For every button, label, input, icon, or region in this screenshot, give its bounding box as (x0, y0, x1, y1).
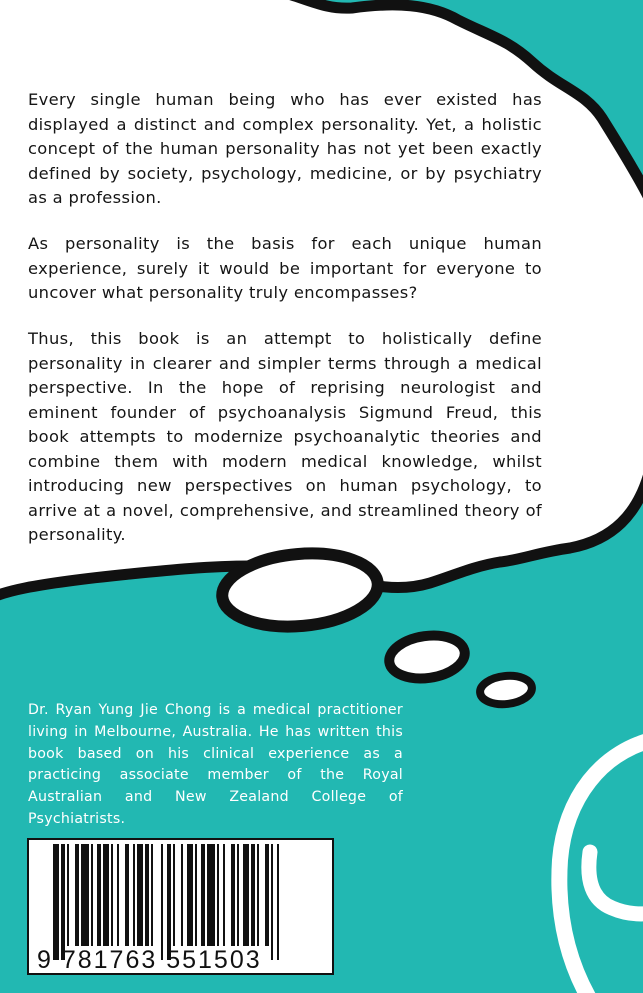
barcode-bar (195, 844, 197, 946)
barcode-bar (251, 844, 255, 946)
barcode-bar (91, 844, 93, 946)
barcode-bar (137, 844, 143, 946)
barcode-bar (257, 844, 259, 946)
barcode-bar (81, 844, 89, 946)
barcode-bar (207, 844, 215, 946)
blurb-paragraph-1: Every single human being who has ever existed has displayed a distinct and complex personality. Yet, a holistic concept of the human personality has not yet been exactly defined by society, psychology, medicine, or by psychiatry as a profession. (28, 90, 542, 207)
barcode-bar (277, 844, 279, 960)
barcode-bar (111, 844, 113, 946)
barcode-bar (173, 844, 175, 946)
barcode-bar (187, 844, 193, 946)
barcode-bar (133, 844, 135, 946)
blurb-paragraph-3: Thus, this book is an attempt to holistically define personality in clearer and simpler terms through a medical perspective. In the hope of reprising neurologist and eminent founder of psychoanalysis Sigmund Freud, this book attempts to modernize psychoanalytic theories and combine them with modern medical knowledge, whilst introducing new perspectives on human psychology, to arrive at a novel, comprehensive, and streamlined theory of personality. (28, 329, 542, 544)
barcode-bar (161, 844, 163, 960)
author-bio: Dr. Ryan Yung Jie Chong is a medical practitioner living in Melbourne, Australia. He has written this book based on his clinical experience as a practicing associate member of the Royal Australian and New Zealand College of Psychiatrists. (28, 702, 403, 827)
barcode-bar (125, 844, 129, 946)
barcode-bar (217, 844, 219, 946)
barcode-bar (181, 844, 183, 946)
barcode-bar (151, 844, 153, 946)
barcode-bar (237, 844, 239, 946)
barcode-bar (231, 844, 235, 946)
barcode-bar (61, 844, 65, 960)
barcode-bar (97, 844, 101, 946)
barcode-bar (201, 844, 205, 946)
barcode-bar (53, 844, 59, 960)
decorative-ring-outer (559, 738, 643, 993)
decorative-ring-inner (589, 852, 643, 914)
barcode-bar (243, 844, 249, 946)
thought-bubble-small (386, 631, 467, 683)
barcode-bar (271, 844, 273, 960)
barcode-bar (167, 844, 171, 960)
isbn-barcode (27, 838, 334, 975)
barcode-bar (223, 844, 225, 946)
thought-bubble-tiny (479, 673, 534, 706)
blurb-paragraph-2: As personality is the basis for each unique human experience, surely it would be important for everyone to uncover what personality truly encompasses? (28, 234, 542, 302)
barcode-bar (75, 844, 79, 946)
barcode-bar (117, 844, 119, 946)
barcode-bar (103, 844, 109, 946)
barcode-bar (265, 844, 269, 946)
isbn-number: 9 781763 551503 (37, 946, 262, 974)
barcode-bar (67, 844, 69, 946)
barcode-bar (145, 844, 149, 946)
